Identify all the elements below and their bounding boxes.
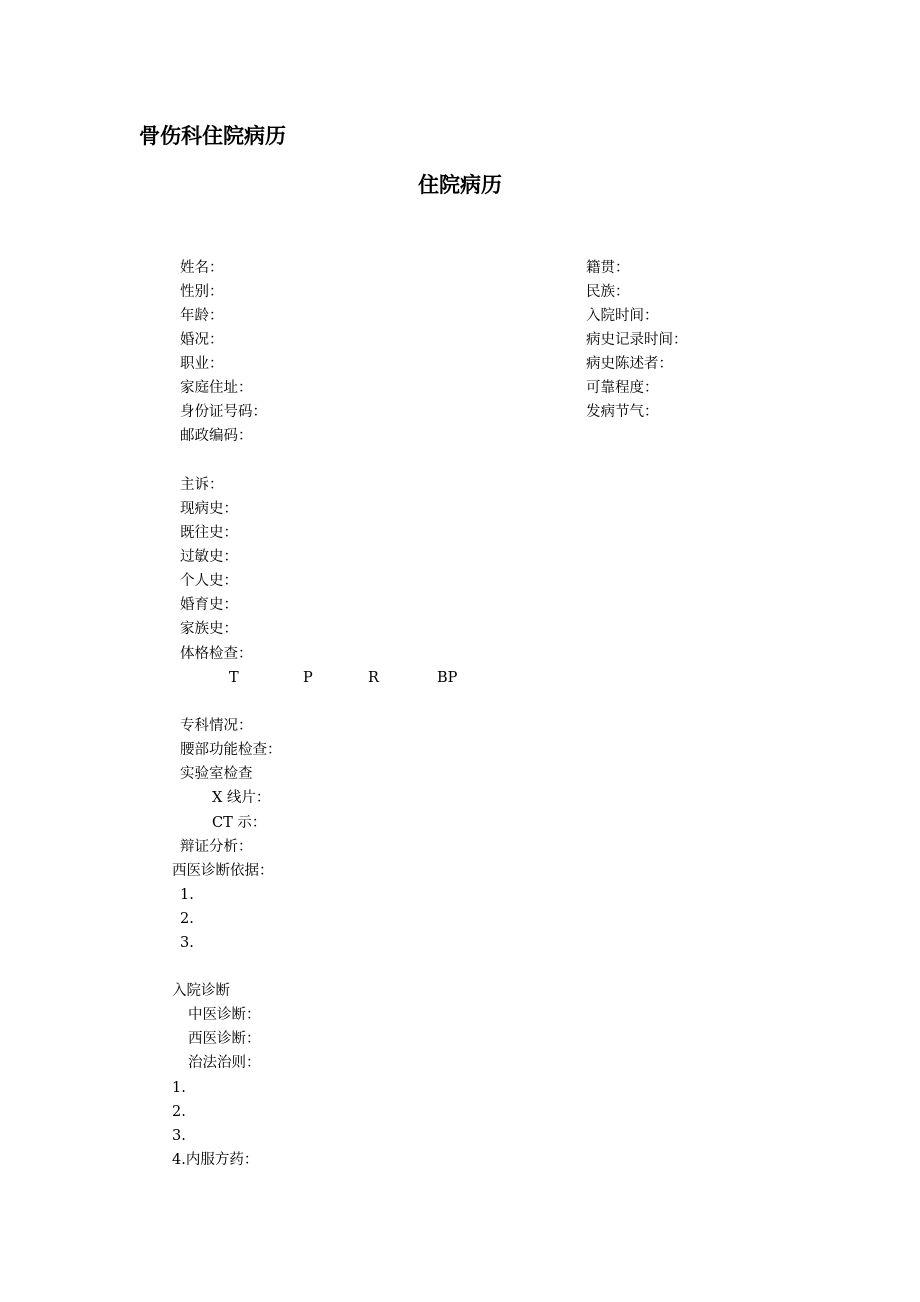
field-western-diagnosis: 西医诊断： xyxy=(188,1031,261,1047)
field-physical-exam: 体格检查： xyxy=(180,646,253,662)
list-item: 3. xyxy=(172,1128,186,1144)
field-tcm-diagnosis: 中医诊断： xyxy=(188,1007,261,1023)
field-chief-complaint: 主诉： xyxy=(180,477,224,493)
field-lab-exam: 实验室检查 xyxy=(180,766,253,782)
field-past-history: 既往史： xyxy=(180,525,238,541)
field-xray: X 线片： xyxy=(212,790,271,806)
vital-blood-pressure: BP xyxy=(437,670,458,686)
field-postal-code: 邮政编码： xyxy=(180,428,253,444)
vital-temperature: T xyxy=(229,670,239,686)
field-home-address: 家庭住址： xyxy=(180,380,253,396)
field-ethnicity: 民族： xyxy=(586,284,630,300)
admission-diagnosis-heading: 入院诊断 xyxy=(172,983,230,999)
field-marital-reproductive-history: 婚育史： xyxy=(180,597,238,613)
field-family-history: 家族史： xyxy=(180,621,238,637)
list-item: 2. xyxy=(180,911,194,927)
list-item: 4.内服方药： xyxy=(172,1152,259,1168)
field-native-place: 籍贯： xyxy=(586,260,630,276)
document-title: 骨伤科住院病历 xyxy=(139,123,286,148)
list-item: 3. xyxy=(180,935,194,951)
vital-pulse: P xyxy=(303,670,313,686)
form-title: 住院病历 xyxy=(418,172,502,197)
field-onset-solar-term: 发病节气： xyxy=(586,404,659,420)
field-specialty-status: 专科情况： xyxy=(180,718,253,734)
field-western-diagnosis-basis: 西医诊断依据： xyxy=(172,863,274,879)
field-allergy-history: 过敏史： xyxy=(180,549,238,565)
field-lumbar-function-exam: 腰部功能检查： xyxy=(180,742,282,758)
field-admission-time: 入院时间： xyxy=(586,308,659,324)
field-id-number: 身份证号码： xyxy=(180,404,267,420)
field-personal-history: 个人史： xyxy=(180,573,238,589)
field-reliability: 可靠程度： xyxy=(586,380,659,396)
field-sex: 性别： xyxy=(180,284,224,300)
field-present-illness: 现病史： xyxy=(180,501,238,517)
field-ct: CT 示： xyxy=(212,815,267,831)
list-item: 2. xyxy=(172,1104,186,1120)
field-marital-status: 婚况： xyxy=(180,332,224,348)
vital-respiration: R xyxy=(368,670,379,686)
field-name: 姓名： xyxy=(180,260,224,276)
field-history-narrator: 病史陈述者： xyxy=(586,356,673,372)
field-treatment-principle: 治法治则： xyxy=(188,1055,261,1071)
field-history-record-time: 病史记录时间： xyxy=(586,332,688,348)
list-item: 1. xyxy=(172,1080,186,1096)
field-age: 年龄： xyxy=(180,308,224,324)
list-item: 1. xyxy=(180,887,194,903)
field-syndrome-analysis: 辩证分析： xyxy=(180,839,253,855)
field-occupation: 职业： xyxy=(180,356,224,372)
